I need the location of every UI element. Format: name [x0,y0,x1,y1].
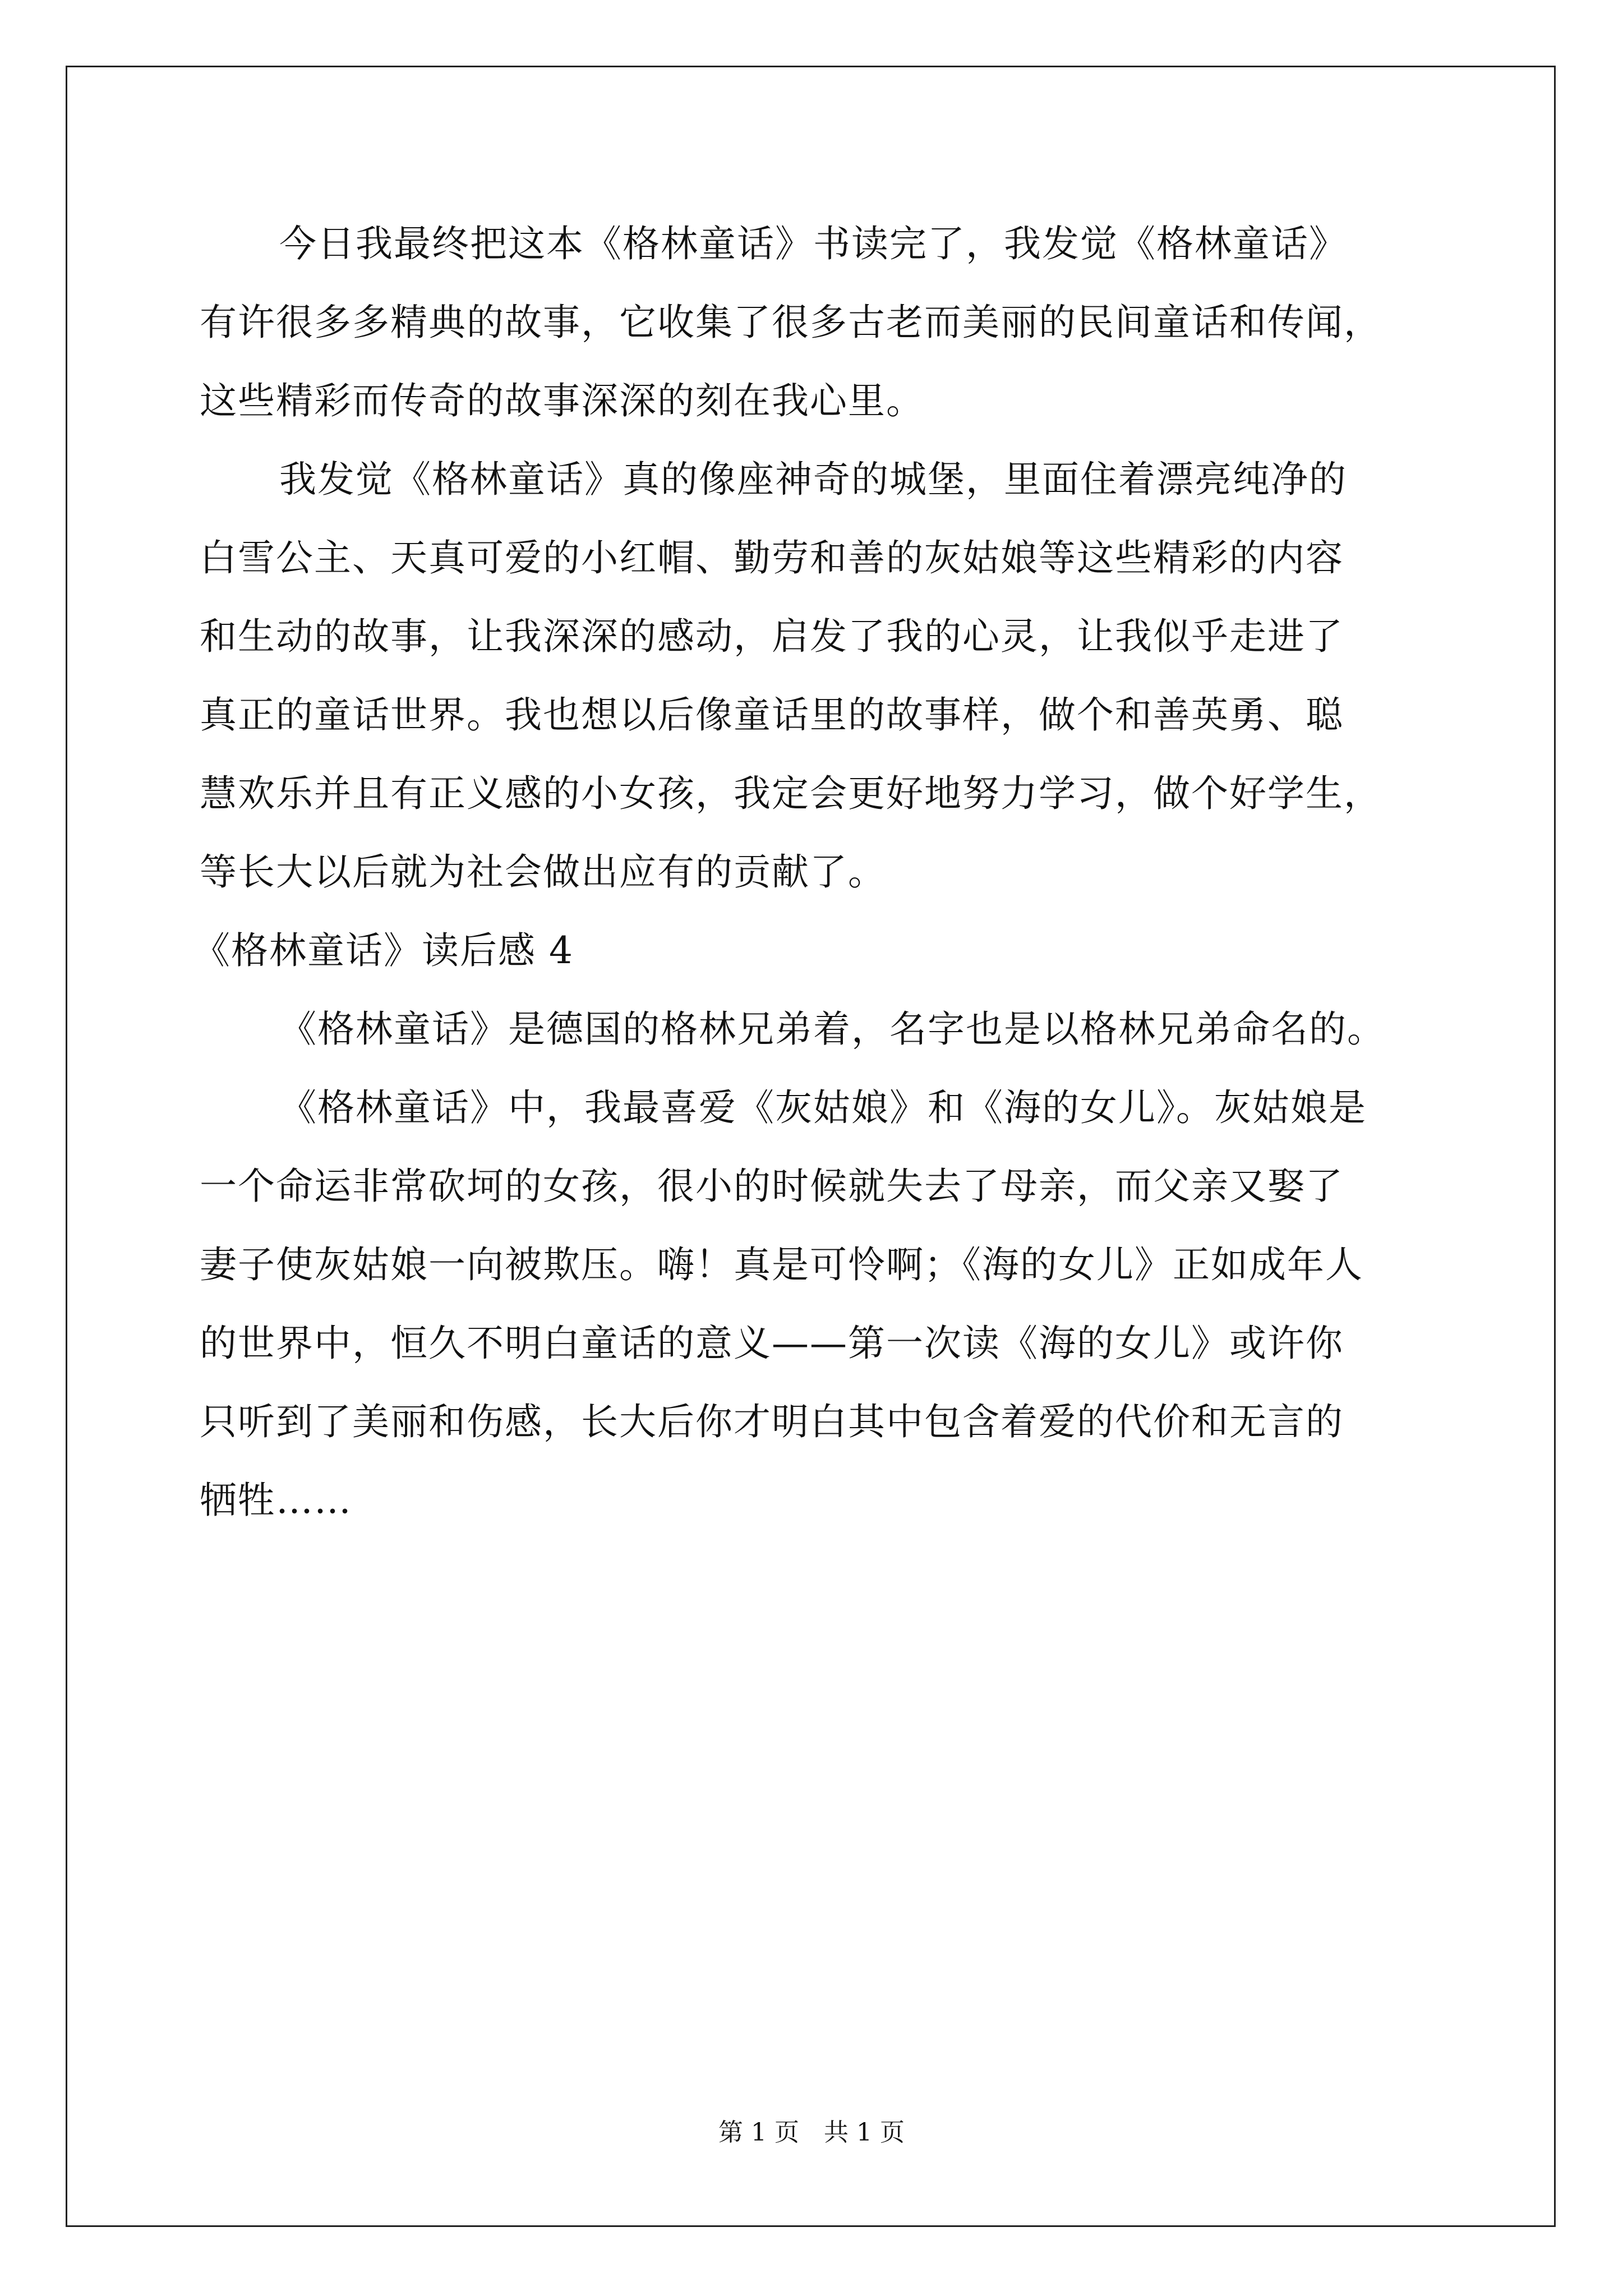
paragraph-2-line-3: 和生动的故事，让我深深的感动，启发了我的心灵，让我似乎走进了 [200,615,1344,658]
paragraph-4-line-4: 的世界中，恒久不明白童话的意义——第一次读《海的女儿》或许你 [200,1322,1344,1365]
section-heading: 《格林童话》读后感 4 [193,929,574,972]
paragraph-3-line-1: 《格林童话》是德国的格林兄弟着，名字也是以格林兄弟命名的。 [279,1007,1385,1051]
paragraph-4-line-3: 妻子使灰姑娘一向被欺压。嗨！真是可怜啊；《海的女儿》正如成年人 [200,1243,1363,1286]
paragraph-4-line-2: 一个命运非常砍坷的女孩，很小的时候就失去了母亲，而父亲又娶了 [200,1165,1344,1208]
paragraph-4-line-6: 牺牲…… [200,1479,352,1522]
paragraph-4-line-1: 《格林童话》中，我最喜爱《灰姑娘》和《海的女儿》。灰姑娘是 [279,1086,1367,1129]
page-footer: 第 1 页 共 1 页 [718,2118,905,2147]
paragraph-2-line-4: 真正的童话世界。我也想以后像童话里的故事样，做个和善英勇、聪 [200,693,1344,737]
paragraph-2-line-2: 白雪公主、天真可爱的小红帽、勤劳和善的灰姑娘等这些精彩的内容 [200,536,1344,579]
paragraph-2-line-5: 慧欢乐并且有正义感的小女孩，我定会更好地努力学习，做个好学生， [200,772,1382,815]
paragraph-4-line-5: 只听到了美丽和伤感，长大后你才明白其中包含着爱的代价和无言的 [200,1400,1344,1443]
paragraph-1-line-3: 这些精彩而传奇的故事深深的刻在我心里。 [200,379,924,422]
paragraph-1-line-1: 今日我最终把这本《格林童话》书读完了，我发觉《格林童话》 [279,222,1347,265]
paragraph-1-line-2: 有许很多多精典的故事，它收集了很多古老而美丽的民间童话和传闻， [200,301,1382,344]
paragraph-2-line-6: 等长大以后就为社会做出应有的贡献了。 [200,850,886,894]
paragraph-2-line-1: 我发觉《格林童话》真的像座神奇的城堡，里面住着漂亮纯净的 [279,458,1347,501]
